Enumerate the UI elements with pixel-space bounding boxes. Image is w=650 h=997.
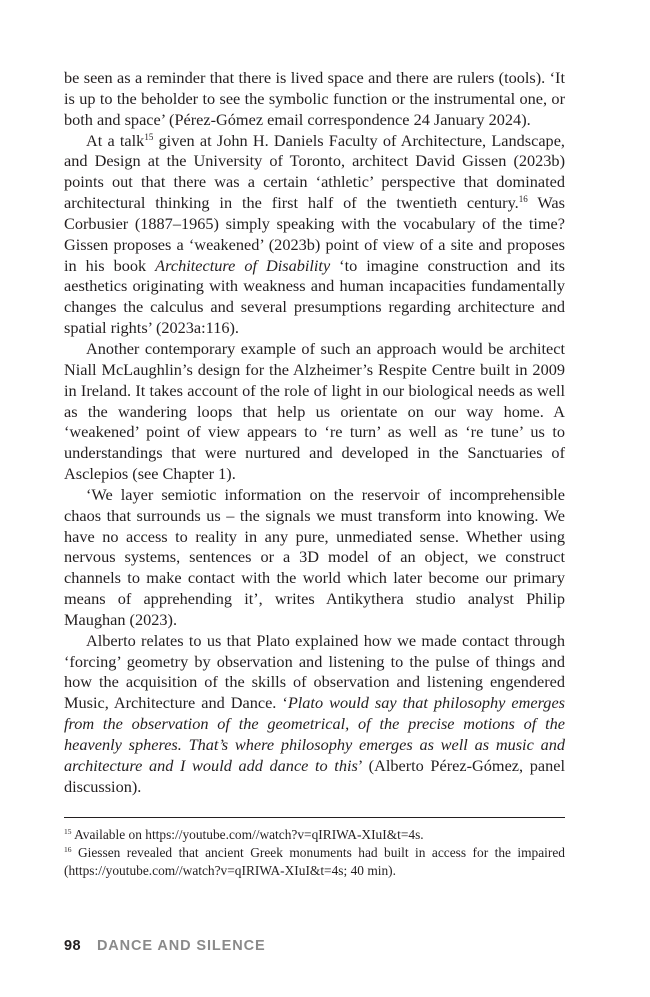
footnote-text: Available on https://youtube.com//watch?v=qIRIWA-XIuI&t=4s. <box>71 827 424 842</box>
paragraph-2-part-a: At a talk <box>86 130 145 150</box>
paragraph-5-part-a: Alberto relates to us that Plato explained how we made contact through ‘forcing’ geometry by observation and listening to the pulse of things and how the acquisition of the skills of observation and listening engendered Music, Architecture and Dance. ‘ <box>64 630 565 713</box>
footnote-divider <box>64 817 565 818</box>
paragraph-2-part-d: ‘to imagine construction and its aesthetics originating with weakness and human incapacities fundamentally changes the calculus and several presumptions regarding architecture and spatial rights’ (2023a:116). <box>64 255 565 338</box>
paragraph-2 <box>64 131 565 339</box>
page-footer <box>64 938 266 954</box>
body-text <box>64 68 565 798</box>
paragraph-3: Another contemporary example of such an approach would be architect Niall McLaughlin’s design for the Alzheimer’s Respite Centre built in 2009 in Ireland. It takes account of the role of light in our biological needs as well as the wandering loops that help us orientate on our way home. A ‘weakened’ point of view appears to ‘re turn’ as well as ‘re tune’ us to understandings that were nurtured and developed in the Sanctuaries of Asclepios (see Chapter 1). <box>64 338 565 484</box>
paragraph-2-part-b: given at John H. Daniels Faculty of Architecture, Landscape, and Design at the University of Toronto, architect David Gissen (2023b) points out that there was a certain ‘athletic’ perspective that dominated architectural thinking in the first half of the twentieth century. <box>64 130 565 213</box>
paragraph-4: ‘We layer semiotic information on the reservoir of incomprehensible chaos that surrounds us – the signals we must transform into knowing. We have no access to reality in any pure, unmediated sense. Whether using nervous systems, sentences or a 3D model of an object, we construct channels to make contact with the world which later become our primary means of apprehending it’, writes Antikythera studio analyst Philip Maughan (2023). <box>64 484 565 629</box>
book-title: Architecture of Disability <box>155 255 331 275</box>
footnotes <box>64 826 565 880</box>
footnote-15 <box>64 826 565 844</box>
paragraph-1: be seen as a reminder that there is lived space and there are rulers (tools). ‘It is up to the beholder to see the symbolic function or the instrumental one, or both and space’ (Pérez-Gómez email correspondence 24 January 2024). <box>64 68 565 129</box>
paragraph-2-part-c: Was Corbusier (1887–1965) simply speaking with the vocabulary of the time? Gissen proposes a ‘weakened’ (2023b) point of view of a site and proposes in his book <box>64 193 565 275</box>
footnote-ref-15: 15 <box>144 131 154 142</box>
main-text-block <box>64 68 565 798</box>
page-number: 98 <box>64 938 81 954</box>
footnote-number: 15 <box>64 827 72 836</box>
footnote-16 <box>64 844 565 880</box>
footnote-number: 16 <box>64 845 72 854</box>
paragraph-5-part-b: ’ (Alberto Pérez-Gómez, panel discussion). <box>64 755 565 796</box>
footnote-text: Giessen revealed that ancient Greek monuments had built in access for the impaired (https://youtube.com//watch?v=qIRIWA-XIuI&t=4s; 40 min). <box>64 845 565 878</box>
italic-quote: Plato would say that philosophy emerges from the observation of the geometrical, of the precise motions of the heavenly spheres. That’s where philosophy emerges as well as music and architecture and I would add dance to this <box>64 693 566 775</box>
paragraph-5 <box>64 631 565 798</box>
running-head: DANCE AND SILENCE <box>96 938 266 954</box>
footnote-ref-16: 16 <box>518 194 528 205</box>
